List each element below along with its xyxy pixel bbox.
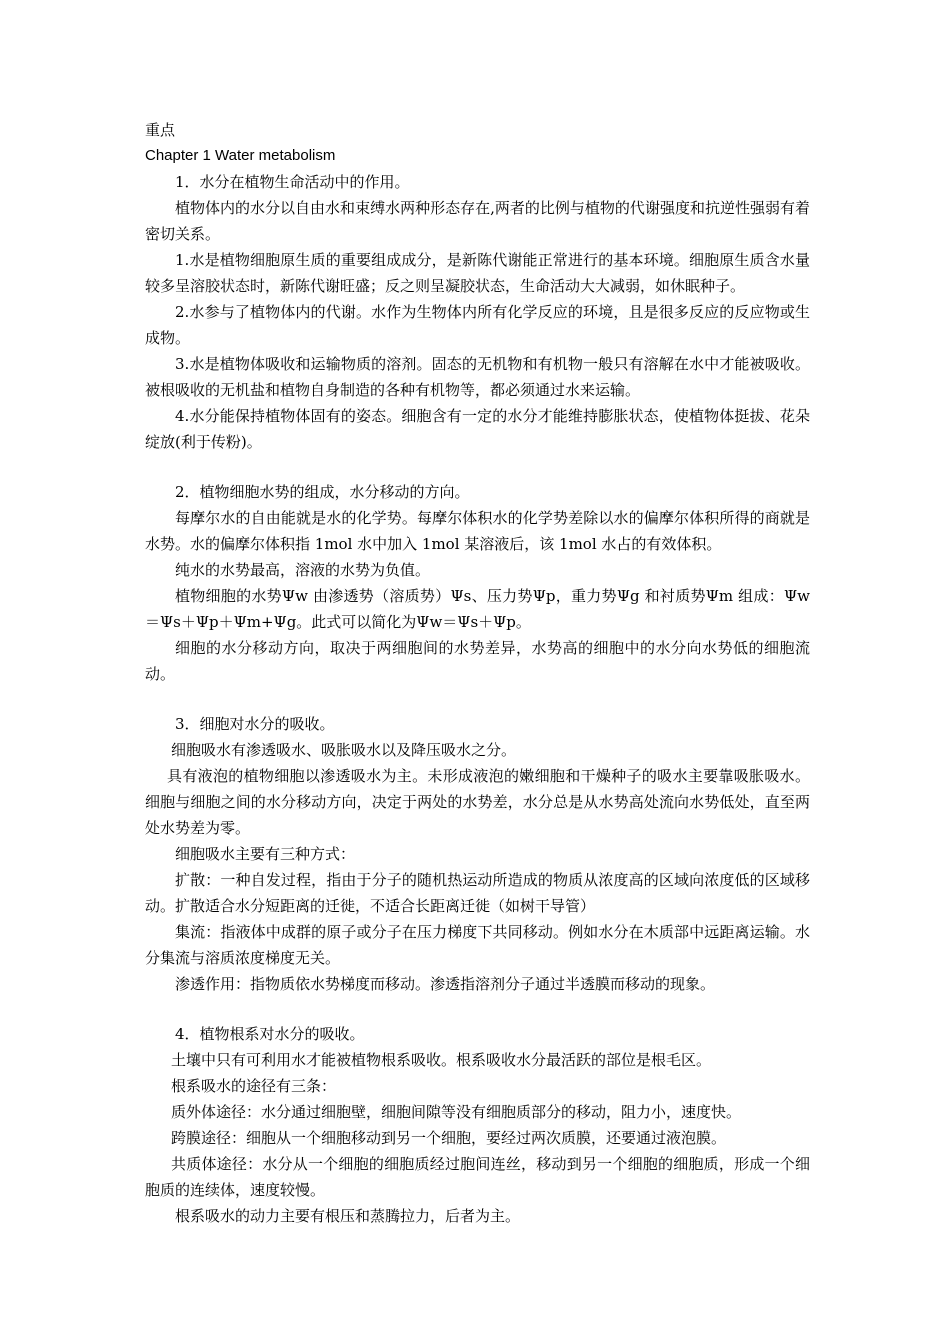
section4-paragraph-2: 根系吸水的途径有三条：: [171, 1077, 337, 1095]
section4-paragraph-5: 共质体途径：水分从一个细胞的细胞质经过胞间连丝，移动到另一个细胞的细胞质，形成一个细胞质的连续体，速度较慢。: [145, 1155, 810, 1199]
section3-title: 3．细胞对水分的吸收。: [175, 715, 335, 733]
section3-paragraph-5: 集流：指液体中成群的原子或分子在压力梯度下共同移动。例如水分在木质部中远距离运输。水分集流与溶质浓度梯度无关。: [145, 923, 810, 967]
section2-paragraph-2: 纯水的水势最高，溶液的水势为负值。: [175, 561, 431, 579]
section1-paragraph-2: 2.水参与了植物体内的代谢。水作为生物体内所有化学反应的环境，且是很多反应的反应物或生成物。: [145, 303, 810, 347]
section4-paragraph-4: 跨膜途径：细胞从一个细胞移动到另一个细胞，要经过两次质膜，还要通过液泡膜。: [171, 1129, 727, 1147]
section4-paragraph-6: 根系吸水的动力主要有根压和蒸腾拉力，后者为主。: [175, 1207, 521, 1225]
section3-paragraph-4: 扩散：一种自发过程，指由于分子的随机热运动所造成的物质从浓度高的区域向浓度低的区域移动。扩散适合水分短距离的迁徙，不适合长距离迁徙（如树干导管）: [145, 871, 810, 915]
section3-paragraph-2: 具有液泡的植物细胞以渗透吸水为主。未形成液泡的嫩细胞和干燥种子的吸水主要靠吸胀吸水。细胞与细胞之间的水分移动方向，决定于两处的水势差，水分总是从水势高处流向水势低处，直至两处水势差为零。: [145, 767, 810, 837]
section2-title: 2．植物细胞水势的组成，水分移动的方向。: [175, 483, 470, 501]
section3-paragraph-6: 渗透作用：指物质依水势梯度而移动。渗透指溶剂分子通过半透膜而移动的现象。: [175, 975, 716, 993]
spacer: [145, 687, 810, 711]
section3-paragraph-1: 细胞吸水有渗透吸水、吸胀吸水以及降压吸水之分。: [171, 741, 517, 759]
section4-paragraph-1: 土壤中只有可利用水才能被植物根系吸收。根系吸收水分最活跃的部位是根毛区。: [171, 1051, 712, 1069]
section1-paragraph-3: 3.水是植物体吸收和运输物质的溶剂。固态的无机物和有机物一般只有溶解在水中才能被吸收。被根吸收的无机盐和植物自身制造的各种有机物等，都必须通过水来运输。: [145, 355, 810, 399]
section4-paragraph-3: 质外体途径：水分通过细胞壁，细胞间隙等没有细胞质部分的移动，阻力小，速度快。: [171, 1103, 742, 1121]
section2-paragraph-3: 植物细胞的水势Ψw 由渗透势（溶质势）Ψs、压力势Ψp，重力势Ψg 和衬质势Ψm 组成：Ψw＝Ψs＋Ψp＋Ψm+Ψg。此式可以简化为Ψw＝Ψs＋Ψp。: [145, 587, 810, 631]
doc-heading: 重点: [145, 121, 176, 139]
section1-intro: 植物体内的水分以自由水和束缚水两种形态存在,两者的比例与植物的代谢强度和抗逆性强弱有着密切关系。: [145, 199, 810, 243]
document-page: [145, 117, 810, 1229]
spacer: [145, 455, 810, 479]
chapter-title: Chapter 1 Water metabolism: [145, 147, 336, 164]
spacer: [145, 997, 810, 1021]
section4-title: 4．植物根系对水分的吸收。: [175, 1025, 365, 1043]
section1-title: 1．水分在植物生命活动中的作用。: [175, 173, 410, 191]
section1-paragraph-1: 1.水是植物细胞原生质的重要组成成分，是新陈代谢能正常进行的基本环境。细胞原生质含水量较多呈溶胶状态时，新陈代谢旺盛；反之则呈凝胶状态，生命活动大大减弱，如休眠种子。: [145, 251, 810, 295]
section2-paragraph-4: 细胞的水分移动方向，取决于两细胞间的水势差异，水势高的细胞中的水分向水势低的细胞流动。: [145, 639, 810, 683]
section1-paragraph-4: 4.水分能保持植物体固有的姿态。细胞含有一定的水分才能维持膨胀状态，使植物体挺拔、花朵绽放(利于传粉)。: [145, 407, 810, 451]
section3-paragraph-3: 细胞吸水主要有三种方式：: [175, 845, 356, 863]
section2-paragraph-1: 每摩尔水的自由能就是水的化学势。每摩尔体积水的化学势差除以水的偏摩尔体积所得的商就是水势。水的偏摩尔体积指 1mol 水中加入 1mol 某溶液后，该 1mol 水占的有效体积。: [145, 509, 810, 553]
